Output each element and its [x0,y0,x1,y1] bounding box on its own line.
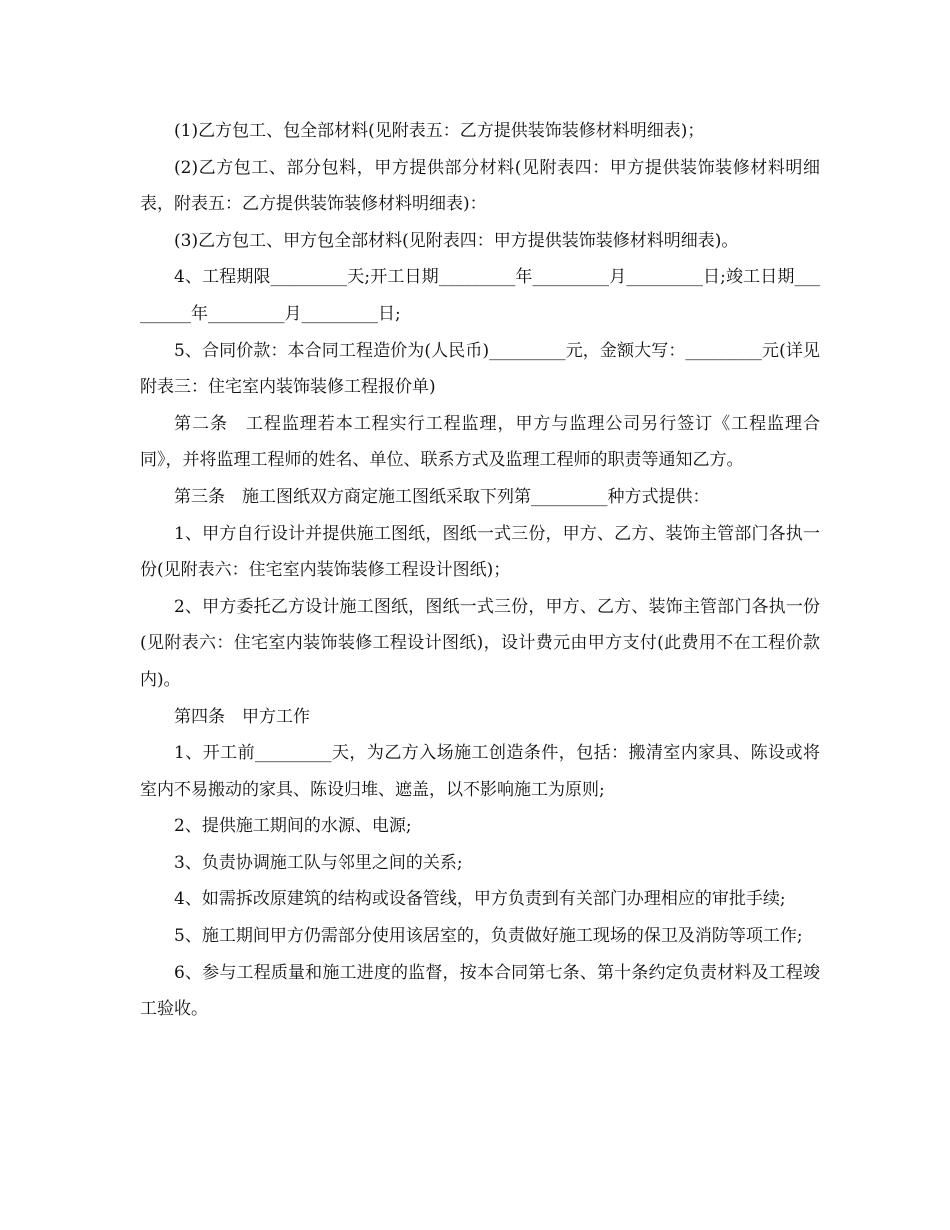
drawings-option-2: 2、甲方委托乙方设计施工图纸，图纸一式三份，甲方、乙方、装饰主管部门各执一份(见附表六：住宅室内装饰装修工程设计图纸)，设计费元由甲方支付(此费用不在工程价款内)。 [140,596,820,690]
clause-item-2: (2)乙方包工、部分包料，甲方提供部分材料(见附表四：甲方提供装饰装修材料明细表，附表五：乙方提供装饰装修材料明细表)： [140,157,820,215]
article-2-supervision: 第二条 工程监理若本工程实行工程监理，甲方与监理公司另行签订《工程监理合同》，并将监理工程师的姓名、单位、联系方式及监理工程师的职责等通知乙方。 [140,413,820,471]
drawings-option-1: 1、甲方自行设计并提供施工图纸，图纸一式三份，甲方、乙方、装饰主管部门各执一份(见附表六：住宅室内装饰装修工程设计图纸)； [140,523,820,581]
party-a-duty-2: 2、提供施工期间的水源、电源; [174,816,412,837]
clause-item-1: (1)乙方包工、包全部材料(见附表五：乙方提供装饰装修材料明细表)； [174,121,705,141]
clause-item-3: (3)乙方包工、甲方包全部材料(见附表四：甲方提供装饰装修材料明细表)。 [174,230,739,251]
party-a-duty-6: 6、参与工程质量和施工进度的监督，按本合同第七条、第十条约定负责材料及工程竣工验收。 [140,962,820,1020]
project-duration: 4、工程期限_________天;开工日期_________年_________月_________日;竣工日期_________年_________月_________日; [140,267,820,324]
article-3-drawings: 第三条 施工图纸双方商定施工图纸采取下列第_________种方式提供： [174,486,710,507]
party-a-duty-3: 3、负责协调施工队与邻里之间的关系; [174,852,463,873]
party-a-duty-1: 1、开工前_________天，为乙方入场施工创造条件，包括：搬清室内家具、陈设或将室内不易搬动的家具、陈设归堆、遮盖，以不影响施工为原则; [140,743,820,800]
party-a-duty-5: 5、施工期间甲方仍需部分使用该居室的，负责做好施工现场的保卫及消防等项工作; [174,926,803,947]
party-a-duty-4: 4、如需拆改原建筑的结构或设备管线，甲方负责到有关部门办理相应的审批手续; [174,889,786,910]
contract-price: 5、合同价款：本合同工程造价为(人民币)_________元，金额大写：_________元(详见附表三：住宅室内装饰装修工程报价单) [140,340,820,398]
article-4-heading: 第四条 甲方工作 [174,706,310,727]
